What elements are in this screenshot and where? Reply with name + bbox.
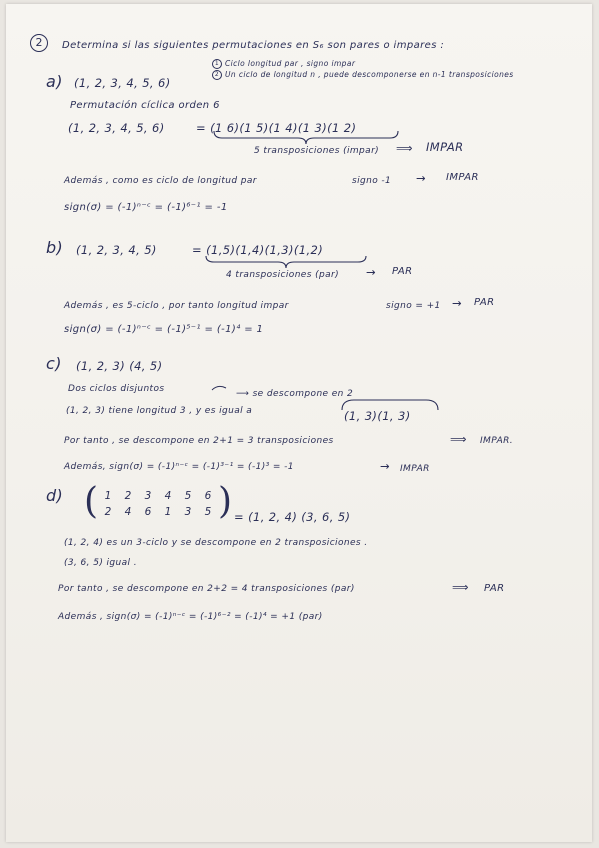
matrix-top-row (98, 490, 218, 502)
arrow-icon: ⟶ (236, 389, 253, 399)
note-1-number: 1 (212, 59, 222, 69)
problem-number: 2 (30, 34, 48, 52)
part-c-line2: (1, 2, 3) tiene longitud 3 , y es igual a (66, 406, 253, 416)
part-d-label: d) (46, 486, 64, 505)
part-c-sign-arrow: → (380, 459, 391, 473)
pencil-stroke (212, 386, 226, 390)
matrix-cell: 4 (164, 490, 172, 502)
part-c-line2-b: (1, 3)(1, 3) (344, 409, 411, 423)
part-c-label: c) (46, 354, 62, 373)
part-d-line3-result: PAR (484, 583, 505, 594)
matrix-left-bracket: ( (84, 481, 99, 522)
matrix-cell: 5 (184, 490, 192, 502)
problem-statement: Determina si las siguientes permutaciones en S₆ son pares o impares : (62, 40, 445, 51)
part-d-sign-formula: Además , sign(σ) = (-1)ⁿ⁻ᶜ = (-1)⁶⁻² = (-1)⁴ = +1 (par) (58, 612, 323, 622)
part-a-brace-text: 5 transposiciones (impar) (254, 146, 380, 156)
part-a-sign-formula: sign(σ) = (-1)ⁿ⁻ᶜ = (-1)⁶⁻¹ = -1 (64, 202, 228, 213)
part-c-sign-formula: Además, sign(σ) = (-1)ⁿ⁻ᶜ = (-1)³⁻¹ = (-1)³ = -1 (64, 462, 294, 472)
matrix-cell: 6 (144, 506, 152, 518)
part-a-decomp-rhs: = (1 6)(1 5)(1 4)(1 3)(1 2) (196, 121, 357, 135)
part-c-line1: Dos ciclos disjuntos (68, 384, 165, 394)
note-2-number: 2 (212, 70, 222, 80)
part-b-sign-formula: sign(σ) = (-1)ⁿ⁻ᶜ = (-1)⁵⁻¹ = (-1)⁴ = 1 (64, 324, 264, 335)
part-a-extra-sign: signo -1 (352, 176, 392, 186)
matrix-cell: 1 (164, 506, 172, 518)
part-d-equals-cycles: = (1, 2, 4) (3, 6, 5) (234, 510, 351, 524)
note-2-text: Un ciclo de longitud n , puede descomponerse en n-1 transposiciones (225, 70, 514, 79)
matrix-cell: 2 (124, 490, 132, 502)
part-b-extra-arrow: → (452, 296, 463, 310)
brace-b (206, 256, 366, 268)
matrix-cell: 3 (144, 490, 152, 502)
part-b-arrow: → (366, 265, 377, 279)
part-a-extra: Además , como es ciclo de longitud par (64, 176, 257, 186)
part-d-line2: (3, 6, 5) igual . (64, 558, 137, 568)
matrix-cell: 4 (124, 506, 132, 518)
part-b-extra-result: PAR (474, 297, 495, 308)
part-c-line1-b (236, 389, 353, 399)
part-b-brace-text: 4 transposiciones (par) (226, 270, 340, 280)
note-2 (212, 70, 514, 80)
part-b-extra: Además , es 5-ciclo , por tanto longitud impar (64, 301, 289, 311)
matrix-bottom-row (98, 506, 218, 518)
matrix-cell: 3 (184, 506, 192, 518)
part-c-line1-b-text: se descompone en 2 (252, 389, 354, 399)
part-b-decomp-rhs: = (1,5)(1,4)(1,3)(1,2) (192, 243, 324, 257)
part-d-line1: (1, 2, 4) es un 3-ciclo y se descompone en 2 transposiciones . (64, 538, 368, 548)
note-1 (212, 59, 355, 69)
part-a-arrow: ⟹ (396, 141, 413, 155)
matrix-cell: 2 (104, 506, 112, 518)
part-c-line3-result: IMPAR. (480, 436, 514, 446)
part-a-result: IMPAR (426, 140, 464, 154)
permutation-matrix (98, 490, 238, 530)
note-1-text: Ciclo longitud par , signo impar (225, 59, 356, 68)
matrix-cell: 1 (104, 490, 112, 502)
part-d-line3: Por tanto , se descompone en 2+2 = 4 transposiciones (par) (58, 584, 355, 594)
part-b-result: PAR (392, 266, 413, 277)
part-c-permutation: (1, 2, 3) (4, 5) (76, 359, 163, 373)
part-b-extra-sign: signo = +1 (386, 301, 441, 311)
matrix-right-bracket: ) (218, 481, 233, 522)
part-a-extra-arrow: → (416, 171, 427, 185)
part-c-line3: Por tanto , se descompone en 2+1 = 3 transposiciones (64, 436, 334, 446)
part-b-label: b) (46, 238, 64, 257)
part-a-extra-result: IMPAR (446, 172, 479, 183)
matrix-cell: 5 (204, 506, 212, 518)
part-a-desc: Permutación cíclica orden 6 (70, 100, 220, 111)
part-d-line3-arrow: ⟹ (452, 580, 469, 594)
part-a-permutation: (1, 2, 3, 4, 5, 6) (74, 76, 171, 90)
notebook-page (6, 4, 592, 842)
part-c-line3-arrow: ⟹ (450, 432, 467, 446)
part-b-permutation: (1, 2, 3, 4, 5) (76, 243, 157, 257)
part-a-label: a) (46, 72, 63, 91)
part-a-decomp-lhs: (1, 2, 3, 4, 5, 6) (68, 121, 165, 135)
matrix-cell: 6 (204, 490, 212, 502)
part-c-sign-result: IMPAR (400, 464, 430, 474)
